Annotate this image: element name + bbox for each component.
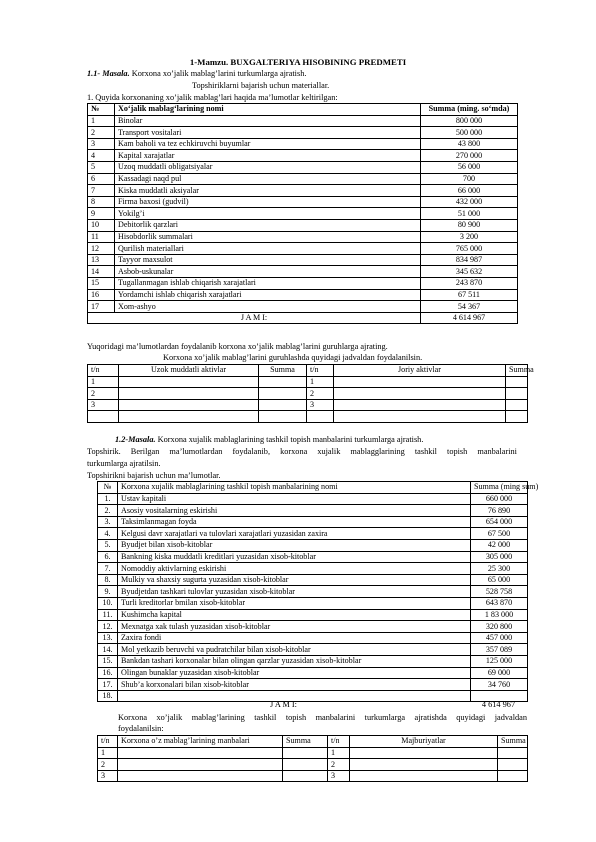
row-name: Mol yetkazib beruvchi va pudratchilar bilan xisob-kitoblar bbox=[118, 644, 471, 656]
row-name: Taksimlanmagan foyda bbox=[118, 516, 471, 528]
empty-cell bbox=[498, 770, 528, 782]
row-name: Kiska muddatli aksiyalar bbox=[115, 185, 421, 197]
row-sum: 765 000 bbox=[421, 243, 518, 255]
row-number: 6. bbox=[98, 551, 118, 563]
row-number: 1 bbox=[98, 747, 118, 759]
table-row bbox=[98, 586, 528, 598]
table-row bbox=[98, 574, 528, 586]
row-sum: 80 900 bbox=[421, 219, 518, 231]
table-row bbox=[88, 115, 518, 127]
row-name: Hisobdorlik summalari bbox=[115, 231, 421, 243]
row-sum: 800 000 bbox=[421, 115, 518, 127]
row-name: Xom-ashyo bbox=[115, 301, 421, 313]
row-sum: 457 000 bbox=[471, 632, 528, 644]
assets-group-header bbox=[88, 365, 528, 377]
row-number: 1 bbox=[88, 115, 115, 127]
row-number: 12. bbox=[98, 621, 118, 633]
task2-after2: foydalanilsin: bbox=[118, 724, 164, 733]
row-sum: 34 760 bbox=[471, 679, 528, 691]
row-sum: 320 800 bbox=[471, 621, 528, 633]
row-number: 16 bbox=[88, 289, 115, 301]
row-number: 8. bbox=[98, 574, 118, 586]
table-row bbox=[98, 644, 528, 656]
row-name: Olingan bunaklar yuzasidan xisob-kitoblar bbox=[118, 667, 471, 679]
row-number: 16. bbox=[98, 667, 118, 679]
col-sum-header: Summa (ming sum) bbox=[471, 482, 528, 494]
table-row bbox=[88, 254, 518, 266]
table-row bbox=[98, 621, 528, 633]
sources-group-header bbox=[98, 736, 528, 748]
total-label: J A M I: bbox=[88, 312, 421, 324]
row-name: Shub’a korxonalari bilan xisob-kitoblar bbox=[118, 679, 471, 691]
table-row bbox=[88, 219, 518, 231]
empty-cell bbox=[506, 388, 528, 400]
row-number: 9. bbox=[98, 586, 118, 598]
table-row bbox=[98, 759, 528, 771]
task2-para-c: Topshirikni bajarish uchun ma’lumotlar. bbox=[87, 471, 221, 480]
empty-cell bbox=[259, 399, 307, 411]
row-name: Asbob-uskunalar bbox=[115, 266, 421, 278]
row-number: 10. bbox=[98, 597, 118, 609]
row-number: 3. bbox=[98, 516, 118, 528]
empty-cell bbox=[498, 759, 528, 771]
empty-cell bbox=[118, 770, 283, 782]
empty-cell bbox=[283, 770, 328, 782]
row-sum: 700 bbox=[421, 173, 518, 185]
empty-cell bbox=[350, 759, 498, 771]
row-number: 9 bbox=[88, 208, 115, 220]
task2-intro bbox=[115, 435, 423, 445]
table-row bbox=[98, 563, 528, 575]
row-name: Kassadagi naqd pul bbox=[115, 173, 421, 185]
table-row bbox=[88, 277, 518, 289]
empty-cell bbox=[506, 376, 528, 388]
tn-header: t/n bbox=[328, 736, 350, 748]
row-name: Mulkiy va shaxsiy sugurta yuzasidan xisob-kitoblar bbox=[118, 574, 471, 586]
row-number: 13 bbox=[88, 254, 115, 266]
col-name-header: Xo‘jalik mablag‘larining nomi bbox=[115, 104, 421, 116]
row-name: Kapital xarajatlar bbox=[115, 150, 421, 162]
table-row bbox=[98, 597, 528, 609]
long-term-header: Uzok muddatli aktivlar bbox=[119, 365, 259, 377]
row-sum: 69 000 bbox=[471, 667, 528, 679]
assets-table-header bbox=[88, 104, 518, 116]
empty-cell bbox=[259, 376, 307, 388]
tn-header: t/n bbox=[88, 365, 119, 377]
row-sum: 345 632 bbox=[421, 266, 518, 278]
empty-cell bbox=[283, 759, 328, 771]
row-name: Bankdan tashari korxonalar bilan olingan qarzlar yuzasidan xisob-kitoblar bbox=[118, 655, 471, 667]
empty-cell bbox=[334, 399, 506, 411]
row-sum: 432 000 bbox=[421, 196, 518, 208]
tn-header: t/n bbox=[98, 736, 118, 748]
empty-cell bbox=[283, 747, 328, 759]
table-row bbox=[88, 243, 518, 255]
row-sum: 67 511 bbox=[421, 289, 518, 301]
row-name: Tugallanmagan ishlab chiqarish xarajatlari bbox=[115, 277, 421, 289]
row-sum: 65 000 bbox=[471, 574, 528, 586]
empty-cell bbox=[119, 376, 259, 388]
table-row bbox=[98, 551, 528, 563]
row-number: 17. bbox=[98, 679, 118, 691]
row-number: 1 bbox=[88, 376, 119, 388]
row-number: 3 bbox=[88, 399, 119, 411]
empty-cell bbox=[334, 388, 506, 400]
row-sum: 54 367 bbox=[421, 301, 518, 313]
table-row bbox=[98, 493, 528, 505]
row-sum: 56 000 bbox=[421, 161, 518, 173]
own-funds-header: Korxona o’z mablag’larining manbalari bbox=[118, 736, 283, 748]
total-value: 4 614 967 bbox=[421, 312, 518, 324]
row-sum: 3 200 bbox=[421, 231, 518, 243]
row-name: Binolar bbox=[115, 115, 421, 127]
table-row bbox=[88, 376, 528, 388]
row-number: 5. bbox=[98, 539, 118, 551]
row-name: Kam baholi va tez echkiruvchi buyumlar bbox=[115, 138, 421, 150]
sources-table bbox=[97, 481, 539, 702]
row-number: 3 bbox=[307, 399, 334, 411]
row-number: 1 bbox=[307, 376, 334, 388]
row-name: Bankning kiska muddatli kreditlari yuzasidan xisob-kitoblar bbox=[118, 551, 471, 563]
row-number: 11 bbox=[88, 231, 115, 243]
task1-intro bbox=[87, 69, 306, 79]
assets-group-table bbox=[87, 364, 534, 423]
row-number: 2 bbox=[88, 127, 115, 139]
table-row bbox=[88, 185, 518, 197]
empty-cell bbox=[350, 747, 498, 759]
row-name: Byudjet bilan xisob-kitoblar bbox=[118, 539, 471, 551]
row-sum: 834 987 bbox=[421, 254, 518, 266]
sum-header: Summa bbox=[283, 736, 328, 748]
total-label: J A M I: bbox=[270, 700, 297, 709]
row-number: 7. bbox=[98, 563, 118, 575]
row-number: 1. bbox=[98, 493, 118, 505]
liabilities-header: Majburiyatlar bbox=[350, 736, 498, 748]
row-sum: 660 000 bbox=[471, 493, 528, 505]
row-number: 10 bbox=[88, 219, 115, 231]
row-name: Byudjetdan tashkari tulovlar yuzasidan xisob-kitoblar bbox=[118, 586, 471, 598]
table-row bbox=[88, 399, 528, 411]
row-sum: 357 089 bbox=[471, 644, 528, 656]
table-row bbox=[88, 127, 518, 139]
row-sum: 76 890 bbox=[471, 505, 528, 517]
table-row bbox=[88, 231, 518, 243]
table-row bbox=[98, 516, 528, 528]
sum-header: Summa bbox=[498, 736, 528, 748]
table-row bbox=[88, 138, 518, 150]
row-sum: 500 000 bbox=[421, 127, 518, 139]
row-number: 6 bbox=[88, 173, 115, 185]
row-name: Turli kreditorlar bmilan xisob-kitoblar bbox=[118, 597, 471, 609]
task1-label: 1.1- Masala. bbox=[87, 69, 130, 78]
row-sum: 67 500 bbox=[471, 528, 528, 540]
row-number: 2 bbox=[307, 388, 334, 400]
empty-cell bbox=[119, 388, 259, 400]
table-row bbox=[98, 747, 528, 759]
row-name: Qurilish materiallari bbox=[115, 243, 421, 255]
table-row bbox=[88, 150, 518, 162]
row-sum: 42 000 bbox=[471, 539, 528, 551]
row-sum: 270 000 bbox=[421, 150, 518, 162]
row-sum: 654 000 bbox=[471, 516, 528, 528]
table-row bbox=[98, 609, 528, 621]
task1-line3: 1. Quyida korxonaning xo’jalik mablag’lari haqida ma’lumotlar keltirilgan: bbox=[87, 93, 338, 102]
table-row bbox=[98, 539, 528, 551]
col-number-header: № bbox=[98, 482, 118, 494]
empty-cell bbox=[350, 770, 498, 782]
sum-header: Summa bbox=[506, 365, 528, 377]
row-number: 12 bbox=[88, 243, 115, 255]
row-number: 8 bbox=[88, 196, 115, 208]
task2-after1: Korxona xo’jalik mablag’larining tashkil topish manbalarini turkumlarga ajratishda quyidagi jadvaldan bbox=[118, 713, 527, 722]
row-number: 3 bbox=[328, 770, 350, 782]
row-number: 15 bbox=[88, 277, 115, 289]
page-title: 1-Mamzu. BUXGALTERIYA HISOBINING PREDMETI bbox=[189, 57, 407, 67]
row-name: Transport vositalari bbox=[115, 127, 421, 139]
table-row bbox=[88, 173, 518, 185]
empty-cell bbox=[118, 747, 283, 759]
table-row bbox=[98, 505, 528, 517]
row-sum: 51 000 bbox=[421, 208, 518, 220]
table-row bbox=[88, 301, 518, 313]
row-name: Tayyor maxsulot bbox=[115, 254, 421, 266]
task1-after2: Korxona xo’jalik mablag’larini guruhlashda quyidagi jadvaldan foydalanilsin. bbox=[163, 353, 423, 362]
row-number: 15. bbox=[98, 655, 118, 667]
table-row bbox=[88, 266, 518, 278]
row-number: 14. bbox=[98, 644, 118, 656]
empty-cell bbox=[334, 376, 506, 388]
sources-group-table bbox=[97, 735, 528, 782]
row-name: Zaxira fondi bbox=[118, 632, 471, 644]
row-number: 11. bbox=[98, 609, 118, 621]
row-number: 3 bbox=[98, 770, 118, 782]
empty-cell bbox=[118, 759, 283, 771]
task1-after1: Yuqoridagi ma’lumotlardan foydalanib korxona xo’jalik mablag’larini guruhlarga ajrating. bbox=[87, 342, 388, 351]
row-number: 18. bbox=[98, 690, 118, 702]
row-number: 2. bbox=[98, 505, 118, 517]
current-header: Joriy aktivlar bbox=[334, 365, 506, 377]
row-sum: 66 000 bbox=[421, 185, 518, 197]
row-name: Kushimcha kapital bbox=[118, 609, 471, 621]
row-sum: 1 83 000 bbox=[471, 609, 528, 621]
row-sum: 528 758 bbox=[471, 586, 528, 598]
row-number: 14 bbox=[88, 266, 115, 278]
table-row bbox=[98, 655, 528, 667]
row-number: 1 bbox=[328, 747, 350, 759]
row-name: Uzoq muddatli obligatsiyalar bbox=[115, 161, 421, 173]
task2-para-b: turkumlarga ajratilsin. bbox=[87, 459, 161, 468]
assets-total-row bbox=[88, 312, 518, 324]
row-sum: 305 000 bbox=[471, 551, 528, 563]
row-name: Kelgusi davr xarajatlari va tulovlari xarajatlari yuzasidan zaxira bbox=[118, 528, 471, 540]
row-sum: 43 800 bbox=[421, 138, 518, 150]
table-row bbox=[98, 632, 528, 644]
empty-cell bbox=[119, 399, 259, 411]
col-name-header: Korxona xujalik mablaglarining tashkil topish manbalarining nomi bbox=[118, 482, 471, 494]
table-row bbox=[98, 770, 528, 782]
row-number: 5 bbox=[88, 161, 115, 173]
table-row bbox=[88, 388, 528, 400]
row-number: 7 bbox=[88, 185, 115, 197]
table-row bbox=[98, 679, 528, 691]
row-name: Yordamchi ishlab chiqarish xarajatlari bbox=[115, 289, 421, 301]
sources-table-header bbox=[98, 482, 528, 494]
table-row bbox=[88, 289, 518, 301]
table-row bbox=[98, 528, 528, 540]
row-name: Ustav kapitali bbox=[118, 493, 471, 505]
row-sum: 643 870 bbox=[471, 597, 528, 609]
empty-cell bbox=[506, 399, 528, 411]
row-number: 2 bbox=[98, 759, 118, 771]
row-name: Asosiy vositalarning eskirishi bbox=[118, 505, 471, 517]
row-sum: 125 000 bbox=[471, 655, 528, 667]
row-sum: 25 300 bbox=[471, 563, 528, 575]
row-name: Yokilg’i bbox=[115, 208, 421, 220]
row-name: Firma baxosi (gudvil) bbox=[115, 196, 421, 208]
assets-table bbox=[87, 103, 518, 324]
row-name: Nomoddiy aktivlarning eskirishi bbox=[118, 563, 471, 575]
row-name: Mexnatga xak tulash yuzasidan xisob-kitoblar bbox=[118, 621, 471, 633]
row-sum: 243 870 bbox=[421, 277, 518, 289]
table-row bbox=[88, 208, 518, 220]
task2-label: 1.2-Masala. bbox=[115, 435, 156, 444]
table-row bbox=[98, 667, 528, 679]
row-number: 4. bbox=[98, 528, 118, 540]
empty-cell bbox=[259, 388, 307, 400]
total-value: 4 614 967 bbox=[481, 700, 516, 709]
empty-cell bbox=[498, 747, 528, 759]
table-row bbox=[88, 161, 518, 173]
col-sum-header: Summa (ming. so‘mda) bbox=[421, 104, 518, 116]
task1-line1: Korxona xo’jalik mablag’larini turkumlarga ajratish. bbox=[131, 69, 307, 78]
row-number: 2 bbox=[88, 388, 119, 400]
row-number: 4 bbox=[88, 150, 115, 162]
task2-para-a: Topshirik. Berilgan ma’lumotlardan foydalanib, korxona xujalik mablagglarining tashkil topish manbalarini bbox=[87, 447, 517, 456]
col-number-header: № bbox=[88, 104, 115, 116]
row-name: Debitorlik qarzlari bbox=[115, 219, 421, 231]
task1-line2: Topshiriklarni bajarish uchun materiallar. bbox=[192, 81, 330, 90]
row-number: 17 bbox=[88, 301, 115, 313]
row-number: 2 bbox=[328, 759, 350, 771]
tn-header: t/n bbox=[307, 365, 334, 377]
table-row bbox=[88, 196, 518, 208]
row-number: 3 bbox=[88, 138, 115, 150]
sum-header: Summa bbox=[259, 365, 307, 377]
assets-group-blank-row bbox=[88, 411, 528, 423]
task2-line1: Korxona xujalik mablaglarining tashkil topish manbalarini turkumlarga ajratish. bbox=[157, 435, 424, 444]
row-number: 13. bbox=[98, 632, 118, 644]
